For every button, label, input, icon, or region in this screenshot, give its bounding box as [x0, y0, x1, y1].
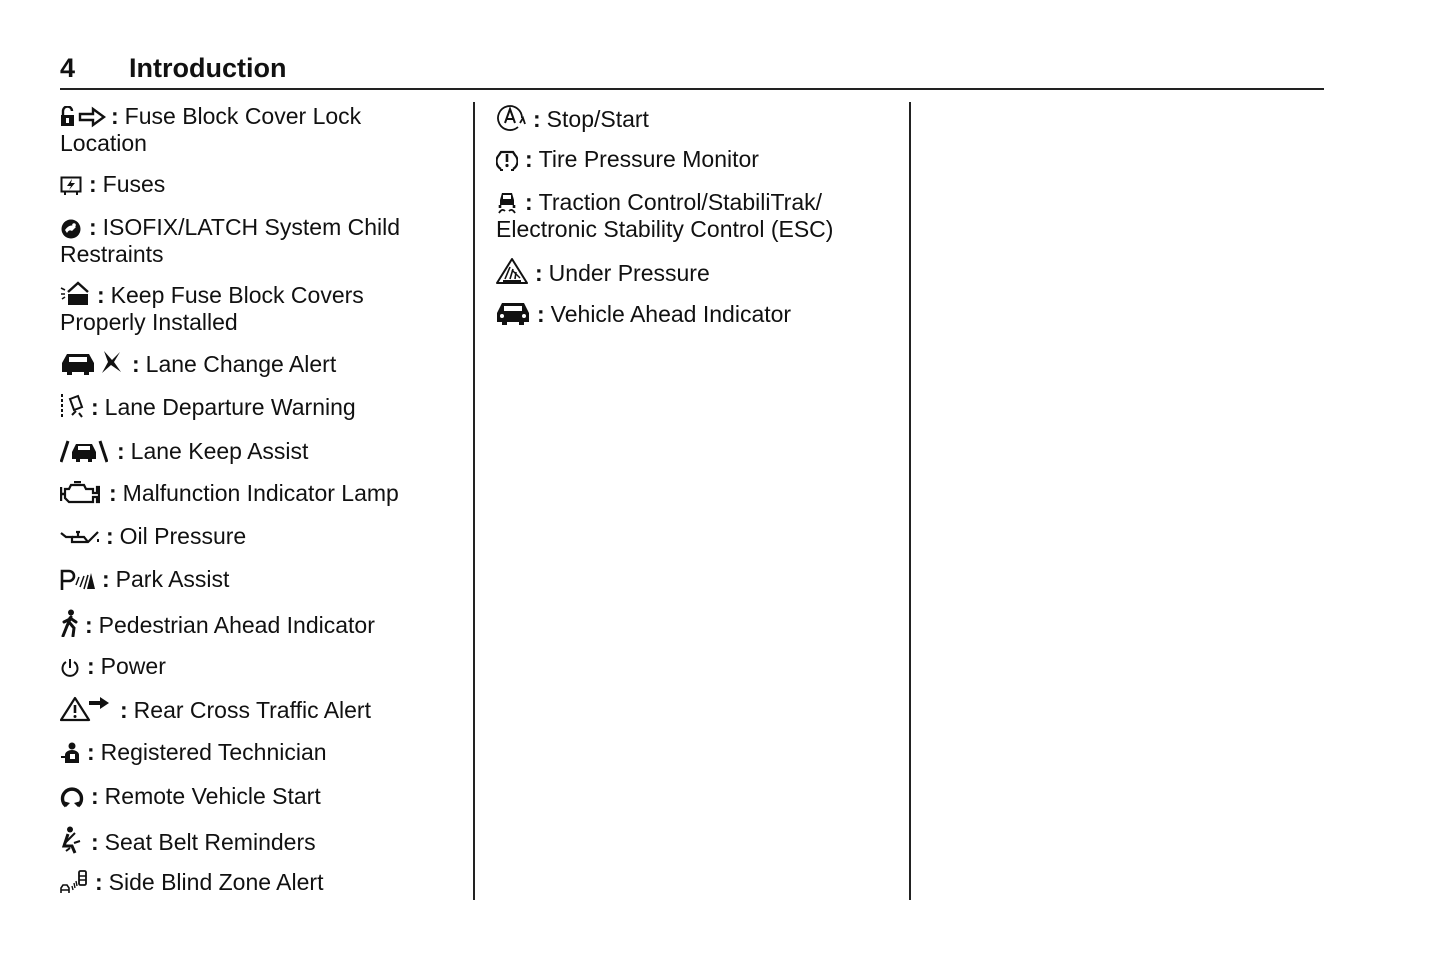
list-item: : Keep Fuse Block Covers Properly Installed — [60, 282, 364, 335]
vehicle-ahead-icon — [496, 300, 530, 326]
list-item: : Oil Pressure — [60, 523, 246, 550]
list-item: : Tire Pressure Monitor — [496, 146, 759, 173]
page-title: Introduction — [129, 53, 287, 83]
list-item-label: Lane Departure Warning — [104, 394, 356, 420]
list-item-label: Under Pressure — [548, 260, 710, 286]
park-assist-icon — [60, 569, 96, 591]
list-item: : Malfunction Indicator Lamp — [60, 480, 399, 507]
list-item-label: Registered Technician — [100, 739, 327, 765]
fuse-block-lock-icon — [60, 106, 106, 128]
page-number: 4 — [60, 53, 76, 83]
list-item-label: Power — [100, 653, 166, 679]
list-item: : Pedestrian Ahead Indicator — [60, 609, 375, 639]
list-item: : Fuse Block Cover Lock Location — [60, 103, 362, 156]
list-item-label: Lane Keep Assist — [130, 438, 309, 464]
lane-change-alert-icon — [60, 350, 122, 376]
list-item-label: Fuse Block Cover Lock — [124, 103, 362, 129]
list-item: : Lane Departure Warning — [60, 393, 356, 421]
list-item: : Side Blind Zone Alert — [60, 869, 323, 896]
list-item-label: Rear Cross Traffic Alert — [133, 697, 371, 723]
list-item: : Power — [60, 653, 166, 680]
isofix-latch-icon — [60, 219, 82, 239]
list-item-label: Stop/Start — [546, 106, 649, 132]
engine-icon — [60, 481, 100, 505]
side-blind-zone-icon — [60, 870, 88, 894]
tire-pressure-icon — [496, 149, 518, 171]
list-item-label: Malfunction Indicator Lamp — [122, 480, 399, 506]
list-item: : Lane Keep Assist — [60, 437, 308, 465]
list-item-label-cont: Electronic Stability Control (ESC) — [496, 215, 834, 242]
list-item-label: Park Assist — [115, 566, 230, 592]
traction-control-icon — [496, 190, 518, 214]
page-header — [60, 52, 1324, 90]
list-item-label: Seat Belt Reminders — [104, 829, 316, 855]
rear-cross-traffic-icon — [60, 696, 110, 722]
list-item-label: ISOFIX/LATCH System Child — [102, 214, 401, 240]
list-item: : Registered Technician — [60, 739, 327, 766]
stop-start-icon — [496, 103, 526, 131]
list-item-label: Traction Control/StabiliTrak/ — [538, 189, 823, 215]
list-item-label: Oil Pressure — [119, 523, 247, 549]
list-item: : Traction Control/StabiliTrak/ Electronic Stability Control (ESC) — [496, 189, 834, 242]
list-item: : Fuses — [60, 171, 165, 198]
pedestrian-icon — [60, 609, 80, 637]
column-divider-2 — [909, 102, 911, 900]
seat-belt-icon — [60, 826, 84, 854]
technician-icon — [60, 742, 82, 764]
list-item-label: Remote Vehicle Start — [104, 783, 321, 809]
list-item-label: Vehicle Ahead Indicator — [550, 301, 792, 327]
list-item-label-cont: Location — [60, 129, 147, 156]
lane-departure-icon — [60, 393, 84, 419]
list-item-label-cont: Properly Installed — [60, 308, 238, 335]
list-item-label: Pedestrian Ahead Indicator — [98, 612, 375, 638]
list-item: : Park Assist — [60, 566, 229, 593]
list-item-label: Fuses — [102, 171, 166, 197]
list-item: : Vehicle Ahead Indicator — [496, 300, 791, 328]
under-pressure-icon — [496, 257, 528, 285]
power-icon — [60, 658, 80, 678]
list-item: : Stop/Start — [496, 103, 649, 133]
oil-can-icon — [60, 528, 100, 548]
list-item-label: Lane Change Alert — [145, 351, 337, 377]
list-item: : ISOFIX/LATCH System Child Restraints — [60, 214, 401, 267]
list-item-label: Keep Fuse Block Covers — [110, 282, 364, 308]
list-item: : Remote Vehicle Start — [60, 783, 321, 810]
list-item-label: Side Blind Zone Alert — [108, 869, 324, 895]
lane-keep-assist-icon — [60, 437, 108, 463]
list-item-label: Tire Pressure Monitor — [538, 146, 759, 172]
fuse-cover-icon — [60, 281, 90, 307]
list-item-label-cont: Restraints — [60, 240, 164, 267]
remote-start-icon — [60, 786, 84, 808]
list-item: : Seat Belt Reminders — [60, 826, 316, 856]
fuses-icon — [60, 176, 82, 196]
list-item: : Rear Cross Traffic Alert — [60, 696, 371, 724]
list-item: : Lane Change Alert — [60, 350, 336, 378]
column-divider-1 — [473, 102, 475, 900]
list-item: : Under Pressure — [496, 257, 710, 287]
